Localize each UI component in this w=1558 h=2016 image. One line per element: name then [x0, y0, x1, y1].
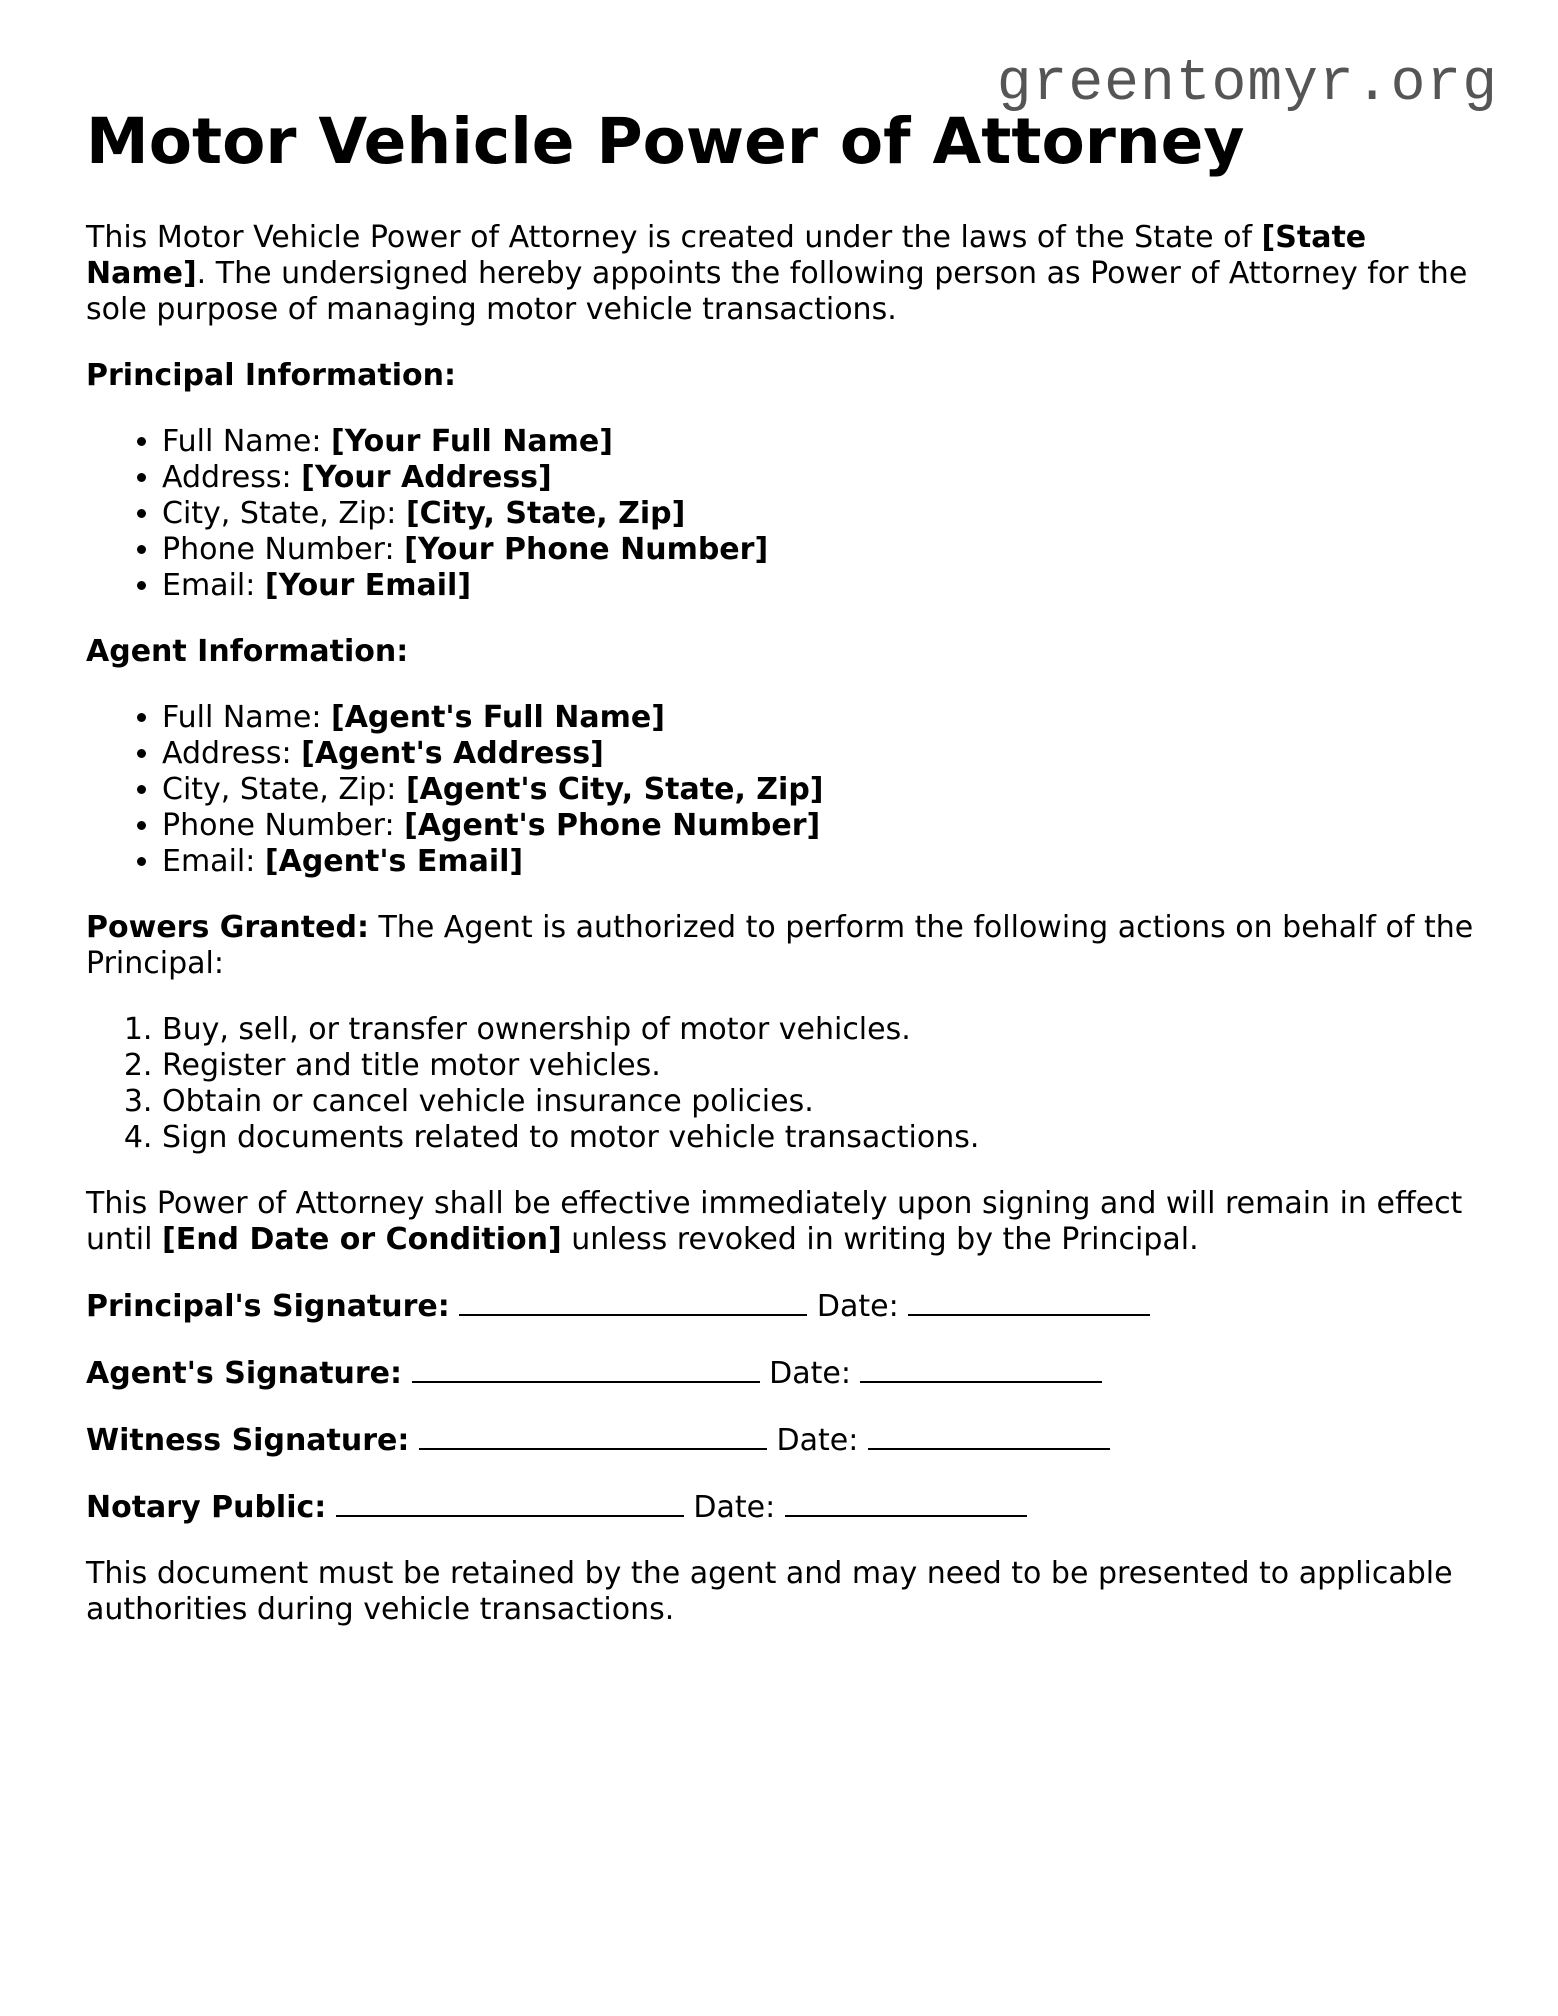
list-item: 2. Register and title motor vehicles.	[162, 1048, 1486, 1084]
list-item	[162, 700, 1486, 736]
agent-info-list	[86, 700, 1486, 880]
intro-text-after: . The undersigned hereby appoints the following person as Power of Attorney for the sole purpose of managing motor vehicle transactions.	[86, 255, 1468, 327]
field-label: Phone Number:	[162, 807, 405, 843]
date-label: Date:	[693, 1489, 776, 1525]
date-field[interactable]	[868, 1422, 1110, 1450]
signature-label: Witness Signature:	[86, 1422, 410, 1458]
effective-paragraph	[86, 1186, 1486, 1258]
intro-text-before: This Motor Vehicle Power of Attorney is created under the laws of the State of	[86, 219, 1262, 255]
signature-label: Principal's Signature:	[86, 1288, 450, 1324]
field-placeholder: [Your Address]	[301, 459, 552, 495]
field-label: Email:	[162, 567, 265, 603]
list-item	[162, 424, 1486, 460]
list-item	[162, 460, 1486, 496]
date-field[interactable]	[908, 1288, 1150, 1316]
intro-paragraph	[86, 220, 1486, 328]
powers-paragraph	[86, 910, 1486, 982]
signature-field[interactable]	[459, 1288, 807, 1316]
signature-label: Notary Public:	[86, 1489, 327, 1525]
list-item	[162, 532, 1486, 568]
date-field[interactable]	[785, 1489, 1027, 1517]
signature-field[interactable]	[336, 1489, 684, 1517]
agent-signature-line	[86, 1355, 1486, 1392]
state-name-placeholder: [State Name]	[86, 219, 1367, 291]
document-page	[86, 104, 1486, 1658]
list-item: 3. Obtain or cancel vehicle insurance policies.	[162, 1084, 1486, 1120]
list-item: 1. Buy, sell, or transfer ownership of motor vehicles.	[162, 1012, 1486, 1048]
field-placeholder: [Agent's Address]	[301, 735, 604, 771]
field-label: Email:	[162, 843, 265, 879]
notary-signature-line	[86, 1489, 1486, 1526]
date-field[interactable]	[860, 1355, 1102, 1383]
list-item	[162, 808, 1486, 844]
field-label: Full Name:	[162, 699, 331, 735]
field-placeholder: [City, State, Zip]	[405, 495, 686, 531]
powers-intro: The Agent is authorized to perform the following actions on behalf of the Principal:	[86, 909, 1474, 981]
agent-heading: Agent Information:	[86, 633, 409, 669]
effective-text-after: unless revoked in writing by the Principal.	[561, 1221, 1199, 1257]
list-item	[162, 736, 1486, 772]
signature-field[interactable]	[412, 1355, 760, 1383]
signature-label: Agent's Signature:	[86, 1355, 403, 1391]
field-label: City, State, Zip:	[162, 495, 406, 531]
principal-heading: Principal Information:	[86, 357, 457, 393]
date-label: Date:	[816, 1288, 899, 1324]
field-placeholder: [Your Full Name]	[330, 423, 613, 459]
field-placeholder: [Agent's City, State, Zip]	[405, 771, 824, 807]
field-placeholder: [Agent's Phone Number]	[404, 807, 821, 843]
effective-text-before: This Power of Attorney shall be effective immediately upon signing and will remain in effect until	[86, 1185, 1463, 1257]
date-label: Date:	[776, 1422, 859, 1458]
field-label: City, State, Zip:	[162, 771, 406, 807]
list-item	[162, 844, 1486, 880]
field-label: Address:	[162, 459, 302, 495]
signature-field[interactable]	[419, 1422, 767, 1450]
field-placeholder: [Your Phone Number]	[404, 531, 769, 567]
field-label: Address:	[162, 735, 302, 771]
witness-signature-line	[86, 1422, 1486, 1459]
field-placeholder: [Agent's Email]	[264, 843, 524, 879]
field-label: Full Name:	[162, 423, 331, 459]
field-label: Phone Number:	[162, 531, 405, 567]
end-date-placeholder: [End Date or Condition]	[162, 1221, 562, 1257]
principal-info-list	[86, 424, 1486, 604]
principal-signature-line	[86, 1288, 1486, 1325]
powers-list	[86, 1012, 1486, 1156]
field-placeholder: [Your Email]	[264, 567, 472, 603]
field-placeholder: [Agent's Full Name]	[330, 699, 665, 735]
date-label: Date:	[769, 1355, 851, 1391]
list-item	[162, 496, 1486, 532]
watermark: greentomyr.org	[996, 52, 1498, 117]
closing-paragraph: This document must be retained by the agent and may need to be presented to applicable authorities during vehicle transactions.	[86, 1555, 1453, 1627]
powers-heading: Powers Granted:	[86, 909, 369, 945]
document-title: Motor Vehicle Power of Attorney	[86, 105, 1245, 178]
list-item	[162, 772, 1486, 808]
list-item: 4. Sign documents related to motor vehicle transactions.	[162, 1120, 1486, 1156]
list-item	[162, 568, 1486, 604]
